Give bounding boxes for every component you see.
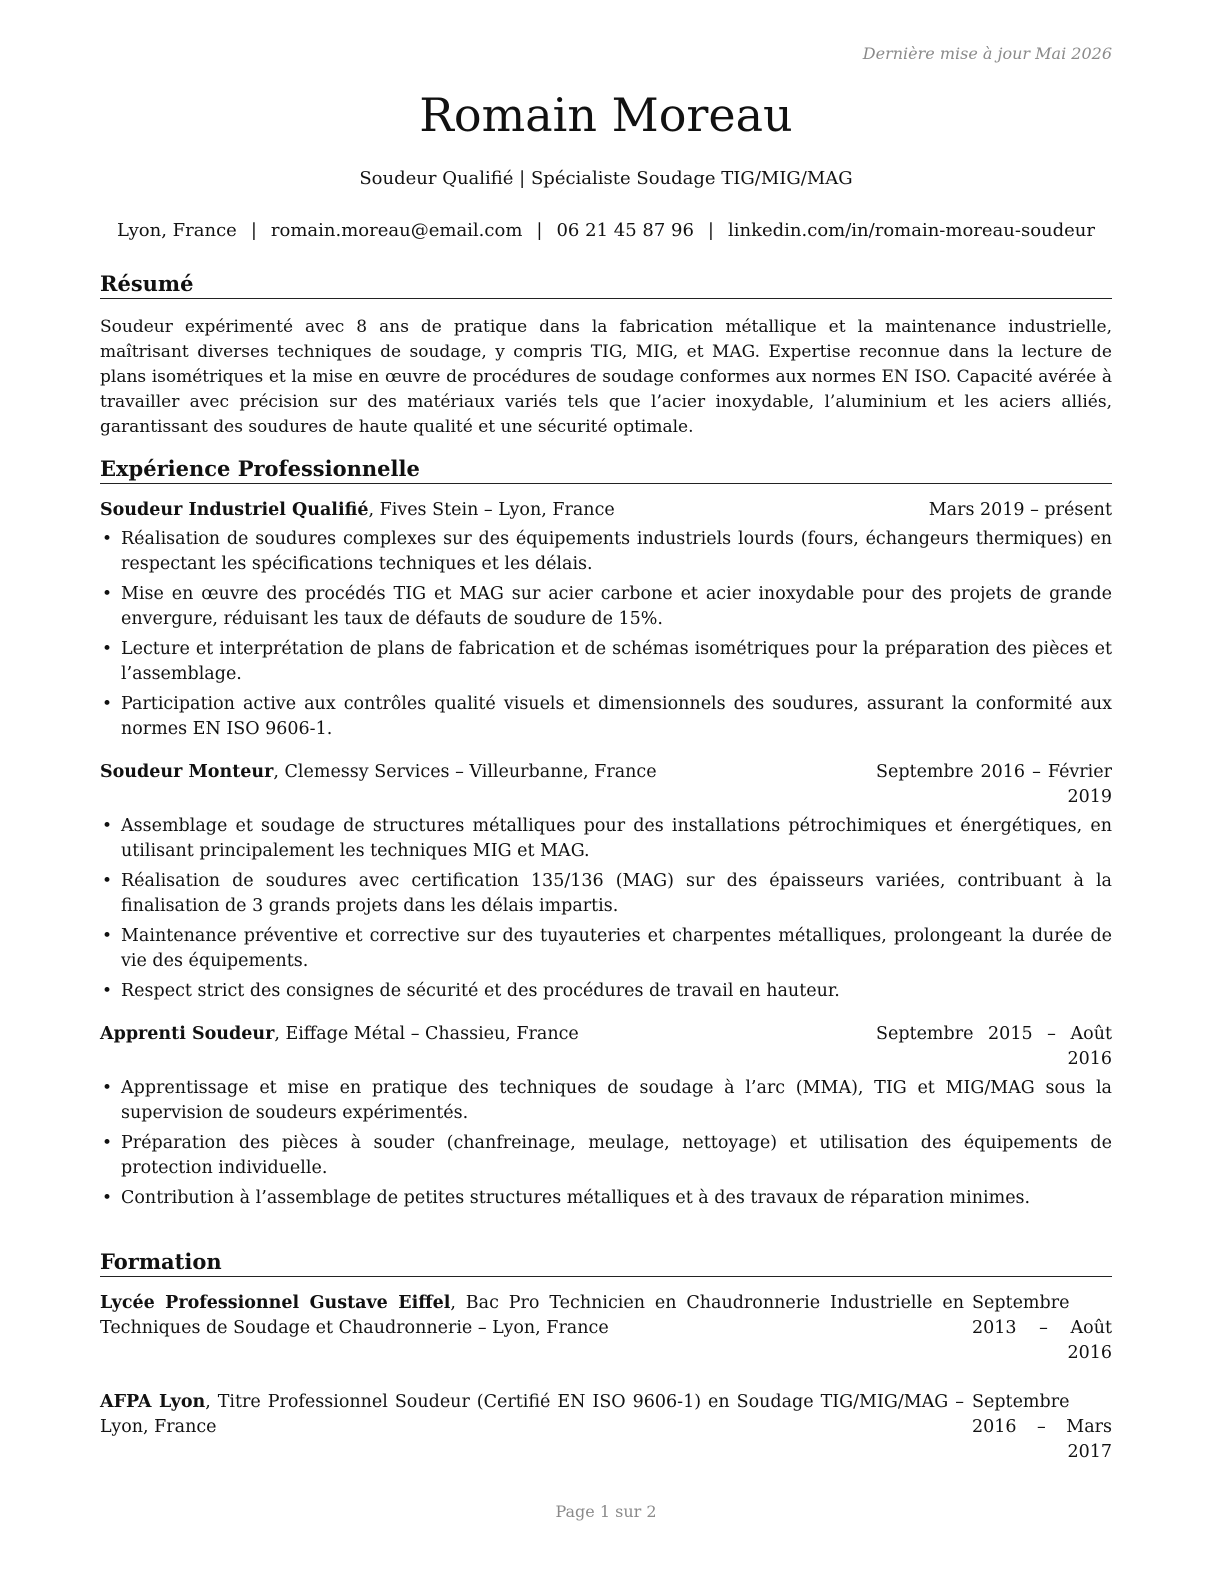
job-entry (100, 760, 1112, 1004)
job-entry (100, 1022, 1112, 1211)
contact-separator: | (250, 220, 257, 241)
bullet-item: • Contribution à l’assemblage de petites structures métalliques et à des travaux de réparation minimes. (100, 1186, 1112, 1211)
bullet-item: • Mise en œuvre des procédés TIG et MAG sur acier carbone et acier inoxydable pour des projets de grande envergure, réduisant les taux de défauts de soudure de 15%. (100, 582, 1112, 632)
job-dates: Septembre 2015 – Août 2016 (876, 1024, 1112, 1069)
bullet-item: • Participation active aux contrôles qualité visuels et dimensionnels des soudures, assurant la conformité aux normes EN ISO 9606-1. (100, 692, 1112, 742)
bullet-item: • Préparation des pièces à souder (chanfreinage, meulage, nettoyage) et utilisation des équipements de protection individuelle. (100, 1131, 1112, 1181)
bullet-item: • Respect strict des consignes de sécurité et des procédures de travail en hauteur. (100, 979, 1112, 1004)
contact-location: Lyon, France (117, 220, 237, 241)
contact-line (100, 220, 1112, 241)
resume-page (100, 0, 1112, 1584)
job-role: Apprenti Soudeur (100, 1024, 275, 1044)
job-entry (100, 498, 1112, 742)
education-detail: , Bac Pro Technicien en Chaudronnerie Industrielle en Techniques de Soudage et Chaudronnerie – Lyon, France (100, 1293, 964, 1338)
bullet-item: • Apprentissage et mise en pratique des techniques de soudage à l’arc (MMA), TIG et MIG/MAG sous la supervision de soudeurs expérimentés. (100, 1076, 1112, 1126)
contact-separator: | (707, 220, 714, 241)
education-school: AFPA Lyon (100, 1392, 206, 1412)
bullet-item: • Réalisation de soudures avec certification 135/136 (MAG) sur des épaisseurs variées, contribuant à la finalisation de 3 grands projets dans les délais impartis. (100, 869, 1112, 919)
job-company: , Fives Stein – Lyon, France (368, 500, 615, 520)
job-bullets (100, 814, 1112, 1004)
job-header (100, 1022, 1112, 1072)
last-updated: Dernière mise à jour Mai 2026 (862, 44, 1112, 63)
education-school: Lycée Professionnel Gustave Eiffel (100, 1293, 451, 1313)
job-bullets (100, 1076, 1112, 1211)
contact-linkedin[interactable]: linkedin.com/in/romain-moreau-soudeur (727, 220, 1095, 241)
education-entry (100, 1390, 1112, 1465)
contact-separator: | (536, 220, 543, 241)
tagline: Soudeur Qualifié | Spécialiste Soudage TIG/MIG/MAG (359, 168, 853, 189)
education-section (100, 1248, 1112, 1465)
job-company: , Eiffage Métal – Chassieu, France (274, 1024, 579, 1044)
bullet-item: • Maintenance préventive et corrective sur des tuyauteries et charpentes métalliques, prolongeant la durée de vie des équipements. (100, 924, 1112, 974)
bullet-item: • Réalisation de soudures complexes sur des équipements industriels lourds (fours, échangeurs thermiques) en respectant les spécifications techniques et les délais. (100, 527, 1112, 577)
education-dates: Septembre 2013 – Août 2016 (972, 1293, 1112, 1363)
summary-section (100, 270, 1112, 440)
section-title: Formation (100, 1248, 1112, 1277)
job-role: Soudeur Industriel Qualifié (100, 500, 369, 520)
page-number: Page 1 sur 2 (555, 1502, 657, 1521)
job-header (100, 760, 1112, 810)
job-dates: Mars 2019 – présent (928, 500, 1112, 520)
education-dates: Septembre 2016 – Mars 2017 (972, 1392, 1112, 1462)
job-dates: Septembre 2016 – Février 2019 (876, 762, 1112, 807)
summary-text: Soudeur expérimenté avec 8 ans de pratique dans la fabrication métallique et la maintenance industrielle, maîtrisant diverses techniques de soudage, y compris TIG, MIG, et MAG. Expertise reconnue dans la lecture de plans isométriques et la mise en œuvre de procédures de soudage conformes aux normes EN ISO. Capacité avérée à travailler avec précision sur des matériaux variés tels que l’acier inoxydable, l’aluminium et les aciers alliés, garantissant des soudures de haute qualité et une sécurité optimale. (100, 317, 1112, 437)
contact-email[interactable]: romain.moreau@email.com (270, 220, 523, 241)
job-role: Soudeur Monteur (100, 762, 274, 782)
bullet-item: • Assemblage et soudage de structures métalliques pour des installations pétrochimiques et énergétiques, en utilisant principalement les techniques MIG et MAG. (100, 814, 1112, 864)
job-company: , Clemessy Services – Villeurbanne, France (273, 762, 657, 782)
job-header (100, 498, 1112, 523)
experience-section (100, 455, 1112, 1216)
education-entry (100, 1291, 1112, 1366)
contact-phone[interactable]: 06 21 45 87 96 (556, 220, 694, 241)
section-title: Résumé (100, 270, 1112, 299)
education-detail: , Titre Professionnel Soudeur (Certifié EN ISO 9606-1) en Soudage TIG/MIG/MAG – Lyon, France (100, 1392, 964, 1437)
job-bullets (100, 527, 1112, 742)
bullet-item: • Lecture et interprétation de plans de fabrication et de schémas isométriques pour la préparation des pièces et l’assemblage. (100, 637, 1112, 687)
section-title: Expérience Professionnelle (100, 455, 1112, 484)
candidate-name: Romain Moreau (419, 88, 793, 142)
